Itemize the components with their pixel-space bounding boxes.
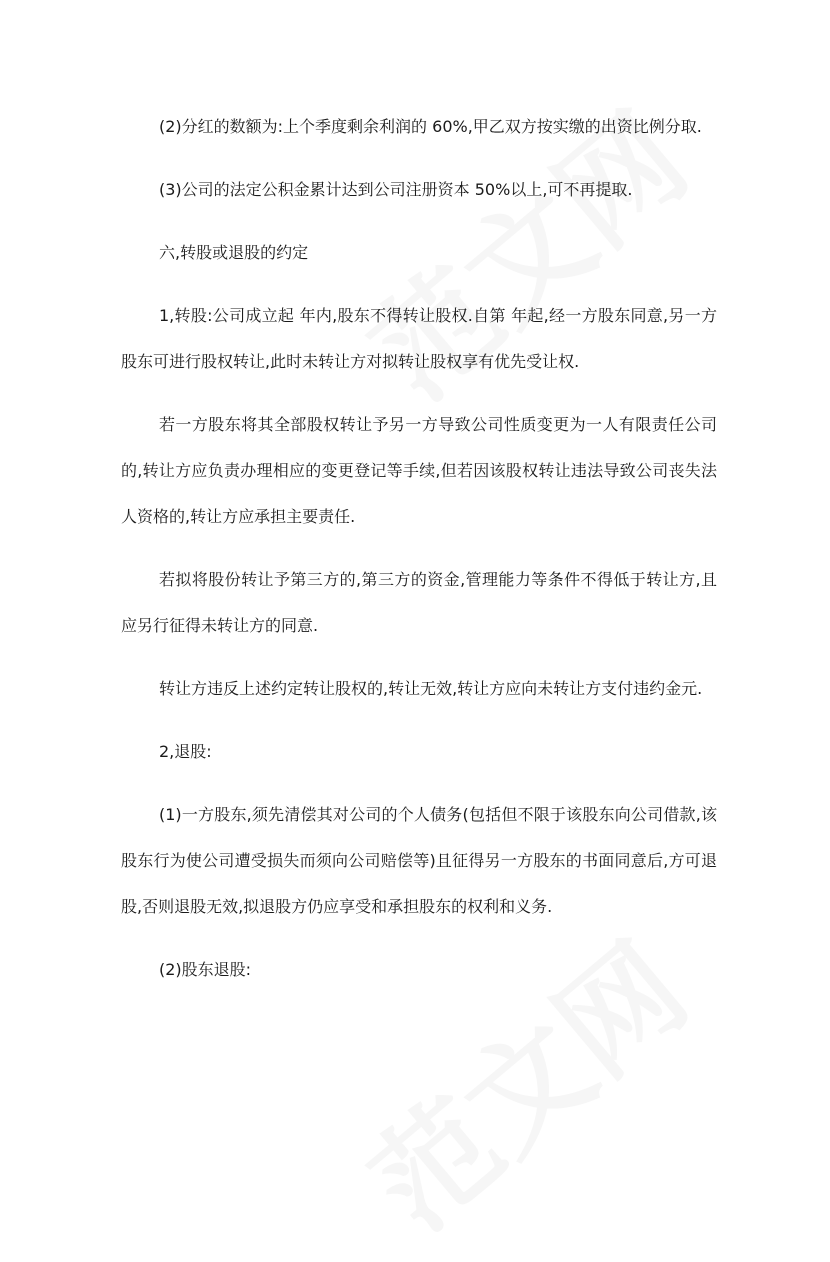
- paragraph-withdrawal-conditions: (1)一方股东,须先清偿其对公司的个人债务(包括但不限于该股东向公司借款,该股东行为使公司遭受损失而须向公司赔偿等)且征得另一方股东的书面同意后,方可退股,否则退股无效,拟退股方仍应享受和承担股东的权利和义务.: [121, 805, 717, 916]
- paragraph-dividend-amount: (2)分红的数额为:上个季度剩余利润的 60%,甲乙双方按实缴的出资比例分取.: [159, 117, 702, 136]
- paragraph-shareholder-withdrawal: (2)股东退股:: [159, 960, 252, 979]
- section-heading-transfer-withdrawal: 六,转股或退股的约定: [159, 243, 309, 262]
- paragraph-third-party-transfer: 若拟将股份转让予第三方的,第三方的资金,管理能力等条件不得低于转让方,且应另行征得未转让方的同意.: [121, 570, 717, 635]
- paragraph-share-transfer: 1,转股:公司成立起 年内,股东不得转让股权.自第 年起,经一方股东同意,另一方股东可进行股权转让,此时未转让方对拟转让股权享有优先受让权.: [121, 306, 717, 371]
- paragraph-full-transfer: 若一方股东将其全部股权转让予另一方导致公司性质变更为一人有限责任公司的,转让方应负责办理相应的变更登记等手续,但若因该股权转让违法导致公司丧失法人资格的,转让方应承担主要责任.: [121, 415, 717, 526]
- document-body: [121, 104, 717, 1010]
- subheading-withdrawal: 2,退股:: [159, 742, 212, 761]
- paragraph-breach-penalty: 转让方违反上述约定转让股权的,转让无效,转让方应向未转让方支付违约金元.: [159, 679, 703, 698]
- paragraph-reserve-fund: (3)公司的法定公积金累计达到公司注册资本 50%以上,可不再提取.: [159, 180, 633, 199]
